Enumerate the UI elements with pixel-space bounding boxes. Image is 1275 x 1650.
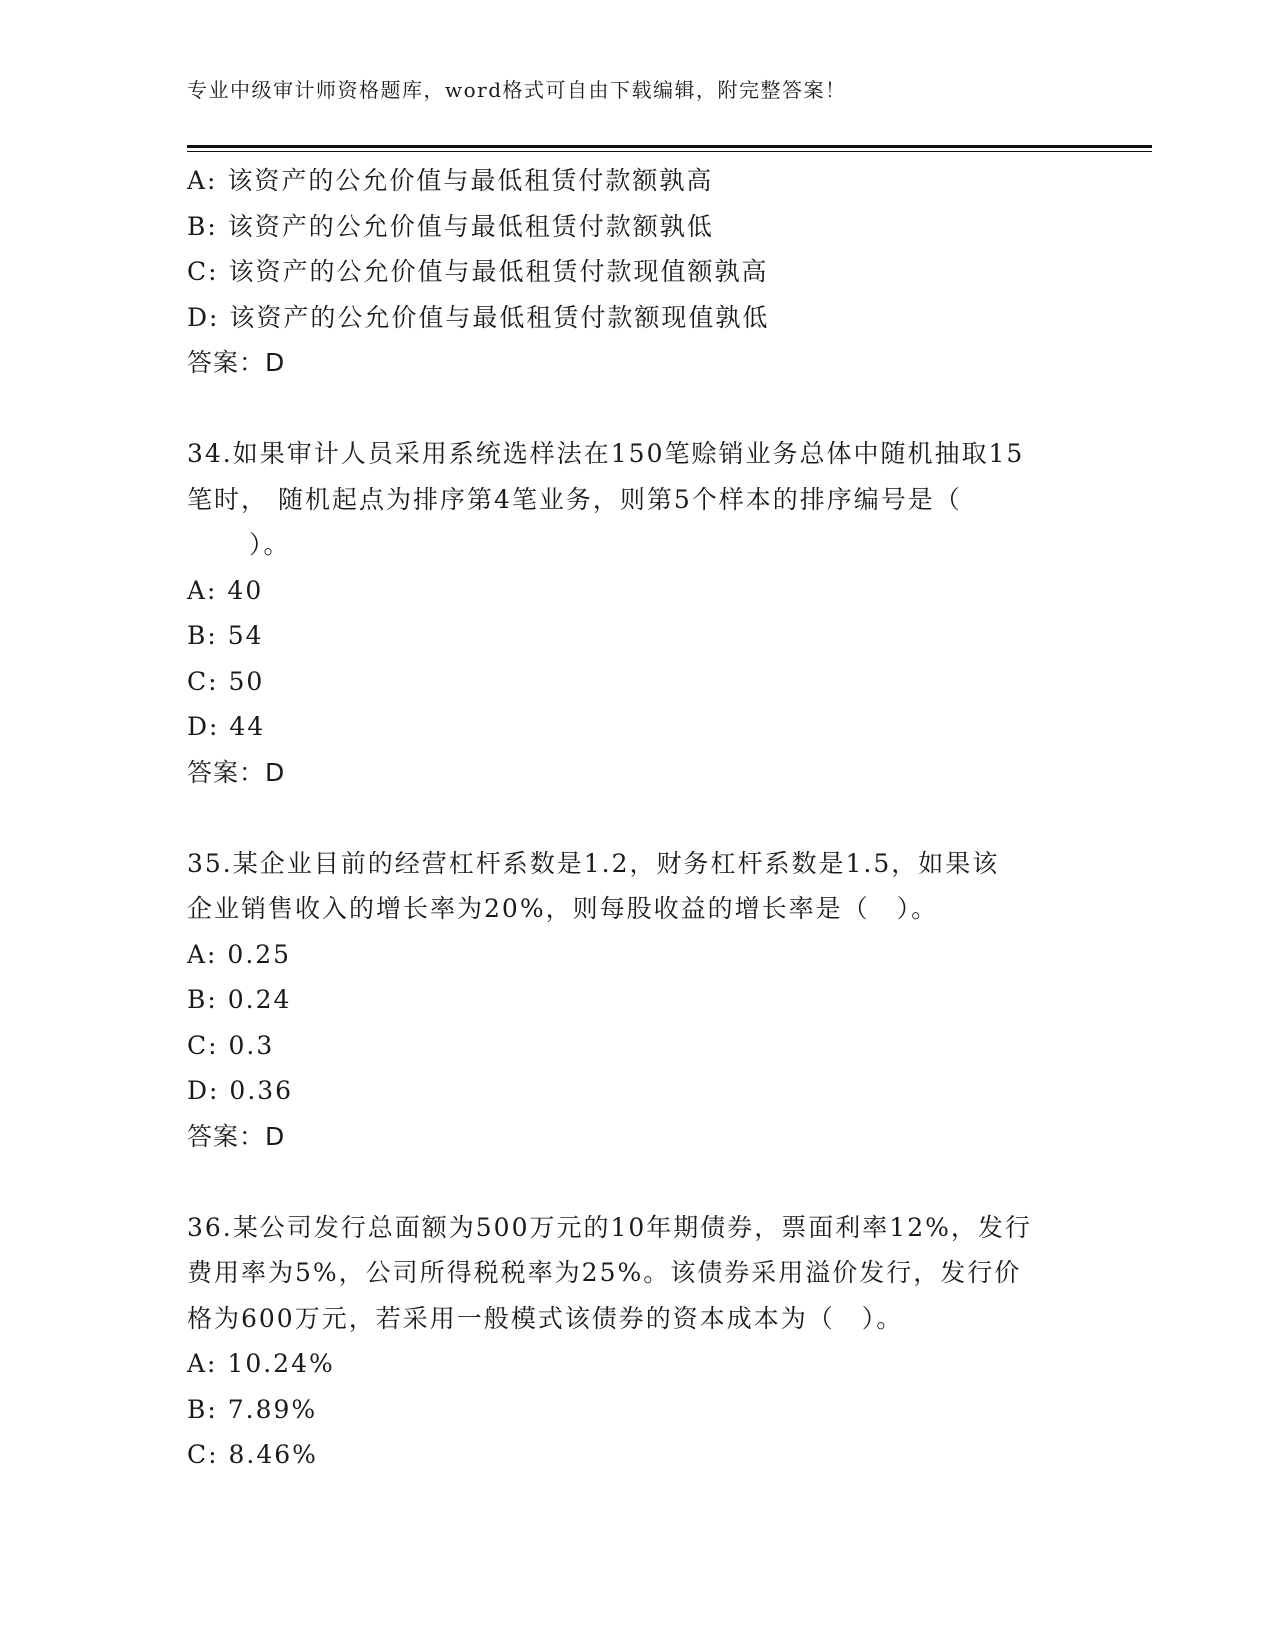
question-stem-line: 格为600万元，若采用一般模式该债券的资本成本为（ ）。 bbox=[187, 1303, 904, 1333]
answer: 答案：D bbox=[187, 757, 286, 787]
spacer bbox=[187, 1159, 1087, 1205]
option-c: C: 50 bbox=[187, 666, 265, 696]
question-34 bbox=[187, 431, 1087, 795]
question-stem-line: 36.某公司发行总面额为500万元的10年期债券，票面利率12%，发行 bbox=[187, 1212, 1032, 1242]
page-header: 专业中级审计师资格题库，word格式可自由下载编辑，附完整答案！ bbox=[187, 78, 847, 102]
option-c: C: 0.3 bbox=[187, 1030, 275, 1060]
question-36 bbox=[187, 1205, 1087, 1478]
header-rule-thick bbox=[187, 145, 1152, 148]
option-b: B: 该资产的公允价值与最低租赁付款额孰低 bbox=[187, 211, 714, 241]
option-a: A: 该资产的公允价值与最低租赁付款额孰高 bbox=[187, 166, 714, 195]
question-stem-line: ）。 bbox=[249, 530, 291, 559]
spacer bbox=[187, 795, 1087, 841]
option-c: C: 8.46% bbox=[187, 1440, 318, 1469]
option-b: B: 54 bbox=[187, 621, 264, 650]
question-stem-line: 35.某企业目前的经营杠杆系数是1.2，财务杠杆系数是1.5，如果该 bbox=[187, 848, 1000, 878]
question-stem-line: 34.如果审计人员采用系统选样法在150笔赊销业务总体中随机抽取15 bbox=[187, 439, 1025, 468]
header-rule-thin bbox=[187, 151, 1152, 152]
option-b: B: 0.24 bbox=[187, 985, 292, 1014]
answer: 答案：D bbox=[187, 1121, 286, 1151]
question-content bbox=[187, 158, 1087, 1478]
question-stem-line: 费用率为5%，公司所得税税率为25%。该债券采用溢价发行，发行价 bbox=[187, 1258, 1022, 1287]
option-c: C: 该资产的公允价值与最低租赁付款现值额孰高 bbox=[187, 257, 769, 286]
question-35 bbox=[187, 841, 1087, 1160]
option-d: D: 0.36 bbox=[187, 1076, 294, 1105]
question-33 bbox=[187, 158, 1087, 386]
option-b: B: 7.89% bbox=[187, 1394, 318, 1424]
option-a: A: 40 bbox=[187, 575, 264, 605]
option-a: A: 0.25 bbox=[187, 939, 292, 969]
question-stem-line: 笔时， 随机起点为排序第4笔业务，则第5个样本的排序编号是（ bbox=[187, 484, 962, 514]
option-a: A: 10.24% bbox=[187, 1349, 335, 1378]
option-d: D: 44 bbox=[187, 712, 266, 741]
answer: 答案：D bbox=[187, 348, 286, 377]
spacer bbox=[187, 386, 1087, 432]
option-d: D: 该资产的公允价值与最低租赁付款额现值孰低 bbox=[187, 302, 770, 332]
question-stem-line: 企业销售收入的增长率为20%，则每股收益的增长率是（ ）。 bbox=[187, 894, 939, 923]
